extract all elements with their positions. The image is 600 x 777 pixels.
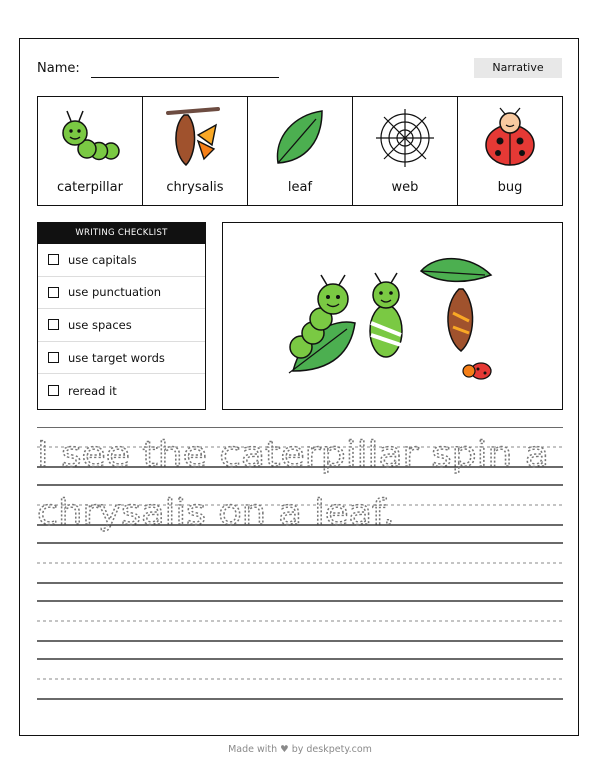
leaf-icon [270, 107, 330, 169]
checklist-item[interactable]: use spaces [38, 309, 205, 342]
checklist-item[interactable]: reread it [38, 374, 205, 407]
word-label: leaf [287, 180, 313, 195]
checklist-item[interactable]: use capitals [38, 244, 205, 277]
name-label: Name: [37, 61, 80, 76]
checklist-item[interactable]: use target words [38, 342, 205, 375]
handwriting-lines [37, 427, 563, 727]
worksheet [19, 38, 579, 736]
checkbox[interactable] [48, 319, 59, 330]
word-card-caterpillar [38, 97, 143, 205]
scene-picture [223, 223, 561, 408]
footer-credit: Made with ♥ by deskpety.com [228, 744, 372, 755]
ladybug-icon [478, 107, 542, 169]
trace-sentence-line2: chrysalis on a leaf. [37, 493, 395, 533]
word-label: chrysalis [166, 180, 224, 195]
caterpillar-icon [55, 107, 125, 167]
word-label: bug [497, 180, 523, 195]
checklist-title: WRITING CHECKLIST [38, 223, 205, 244]
web-icon [373, 107, 437, 169]
scene-illustration [222, 222, 563, 410]
checkbox[interactable] [48, 287, 59, 298]
name-field[interactable] [91, 77, 279, 78]
word-bank [37, 96, 563, 206]
word-card-web [353, 97, 458, 205]
checkbox[interactable] [48, 352, 59, 363]
checklist-item[interactable]: use punctuation [38, 277, 205, 310]
checkbox[interactable] [48, 254, 59, 265]
word-card-bug [458, 97, 562, 205]
word-label: caterpillar [57, 180, 123, 195]
writing-checklist [37, 222, 206, 410]
word-label: web [391, 180, 419, 195]
heart-icon: ♥ [280, 744, 289, 755]
word-card-leaf [248, 97, 353, 205]
genre-tag: Narrative [474, 58, 562, 78]
checkbox[interactable] [48, 385, 59, 396]
trace-sentence-line1: I see the caterpillar spin a [37, 435, 549, 475]
chrysalis-icon [160, 107, 230, 169]
word-card-chrysalis [143, 97, 248, 205]
